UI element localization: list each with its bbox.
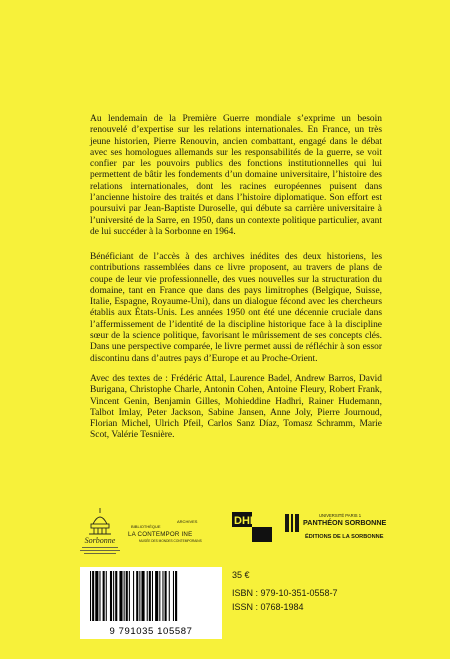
dhipha-logo xyxy=(232,512,280,542)
svg-text:ARCHIVES: ARCHIVES xyxy=(177,519,198,524)
svg-text:PANTHÉON SORBONNE: PANTHÉON SORBONNE xyxy=(303,518,387,527)
summary-paragraph-1: Au lendemain de la Première Guerre mondiale s’exprime un besoin renouvelé d’expertise sur les relations internationales. En France, un très jeune historien, Pierre Renouvin, ancien combattant, engagé dans le débat avec ses homologues allemands sur les responsabilités de la guerre, se voit confier par les pouvoirs publics des fonctions institutionnelles qui lui permettent de bâtir les fondements d’un domaine universitaire, l’histoire des relations internationales, dont les racines européennes puisent dans l’ancienne histoire des traités et dans l’histoire diplomatique. Son effort est poursuivi par Jean-Baptiste Duroselle, qui débute sa carrière universitaire à l’université de la Sarre, en 1950, dans un contexte politique particulier, avant de lui succéder à la Sorbonne en 1964. xyxy=(90,114,382,237)
contributors-paragraph: Avec des textes de : Frédéric Attal, Laurence Badel, Andrew Barros, David Burigana, Christophe Charle, Antonin Cohen, Antoine Fleury, Robert Frank, Vincent Genin, Benjamin Gilles, Mohieddine Hadhri, Rainer Hudemann, Talbot Imlay, Peter Jackson, Sabine Jansen, Anne Joly, Pierre Journoud, Florian Michel, Ulrich Pfeil, Carlos Sanz Díaz, Tomasz Schramm, Marie Scot, Valérie Tesnière. xyxy=(90,374,382,441)
svg-text:LA CONTEMPOR INE: LA CONTEMPOR INE xyxy=(128,531,193,538)
la-contemporaine-logo xyxy=(125,518,215,548)
summary-paragraph-2: Bénéficiant de l’accès à des archives inédites des deux historiens, les contributions rassemblées dans ce livre proposent, au travers de plans de coupe de leur vie professionnelle, des vues nouvelles sur la structuration du domaine, tant en France que dans des pays limitrophes (Belgique, Suisse, Italie, Espagne, Royaume-Uni), dans un dialogue fécond avec les chercheurs établis aux États-Unis. Les années 1950 ont été une décennie cruciale dans l’affermissement de l’identité de la discipline historique face à la discipline sœur de la science politique, favorisant le mûrissement de ses concepts clés. Dans une perspective comparée, le livre permet aussi de réfléchir à son essor discontinu dans d’autres pays d’Europe et au Proche-Orient. xyxy=(90,252,382,364)
svg-text:Sorbonne: Sorbonne xyxy=(84,536,116,545)
isbn: ISBN : 979-10-351-0558-7 xyxy=(232,588,338,598)
svg-text:ÉDITIONS DE LA SORBONNE: ÉDITIONS DE LA SORBONNE xyxy=(305,534,384,540)
svg-text:DHIP HA: DHIP HA xyxy=(234,515,280,527)
barcode-digits: 9 791035 105587 xyxy=(109,626,193,637)
barcode-bars xyxy=(80,567,222,625)
price: 35 € xyxy=(232,570,250,580)
svg-text:BIBLIOTHÈQUE: BIBLIOTHÈQUE xyxy=(131,524,161,529)
isbn-issn-block xyxy=(232,586,338,614)
issn: ISSN : 0768-1984 xyxy=(232,602,304,612)
svg-text:MUSÉE DES MONDES CONTEMPORAINS: MUSÉE DES MONDES CONTEMPORAINS xyxy=(139,539,202,543)
barcode xyxy=(80,567,222,639)
pantheon-sorbonne-logo xyxy=(283,508,387,544)
svg-text:UNIVERSITÉ PARIS 1: UNIVERSITÉ PARIS 1 xyxy=(319,513,362,518)
